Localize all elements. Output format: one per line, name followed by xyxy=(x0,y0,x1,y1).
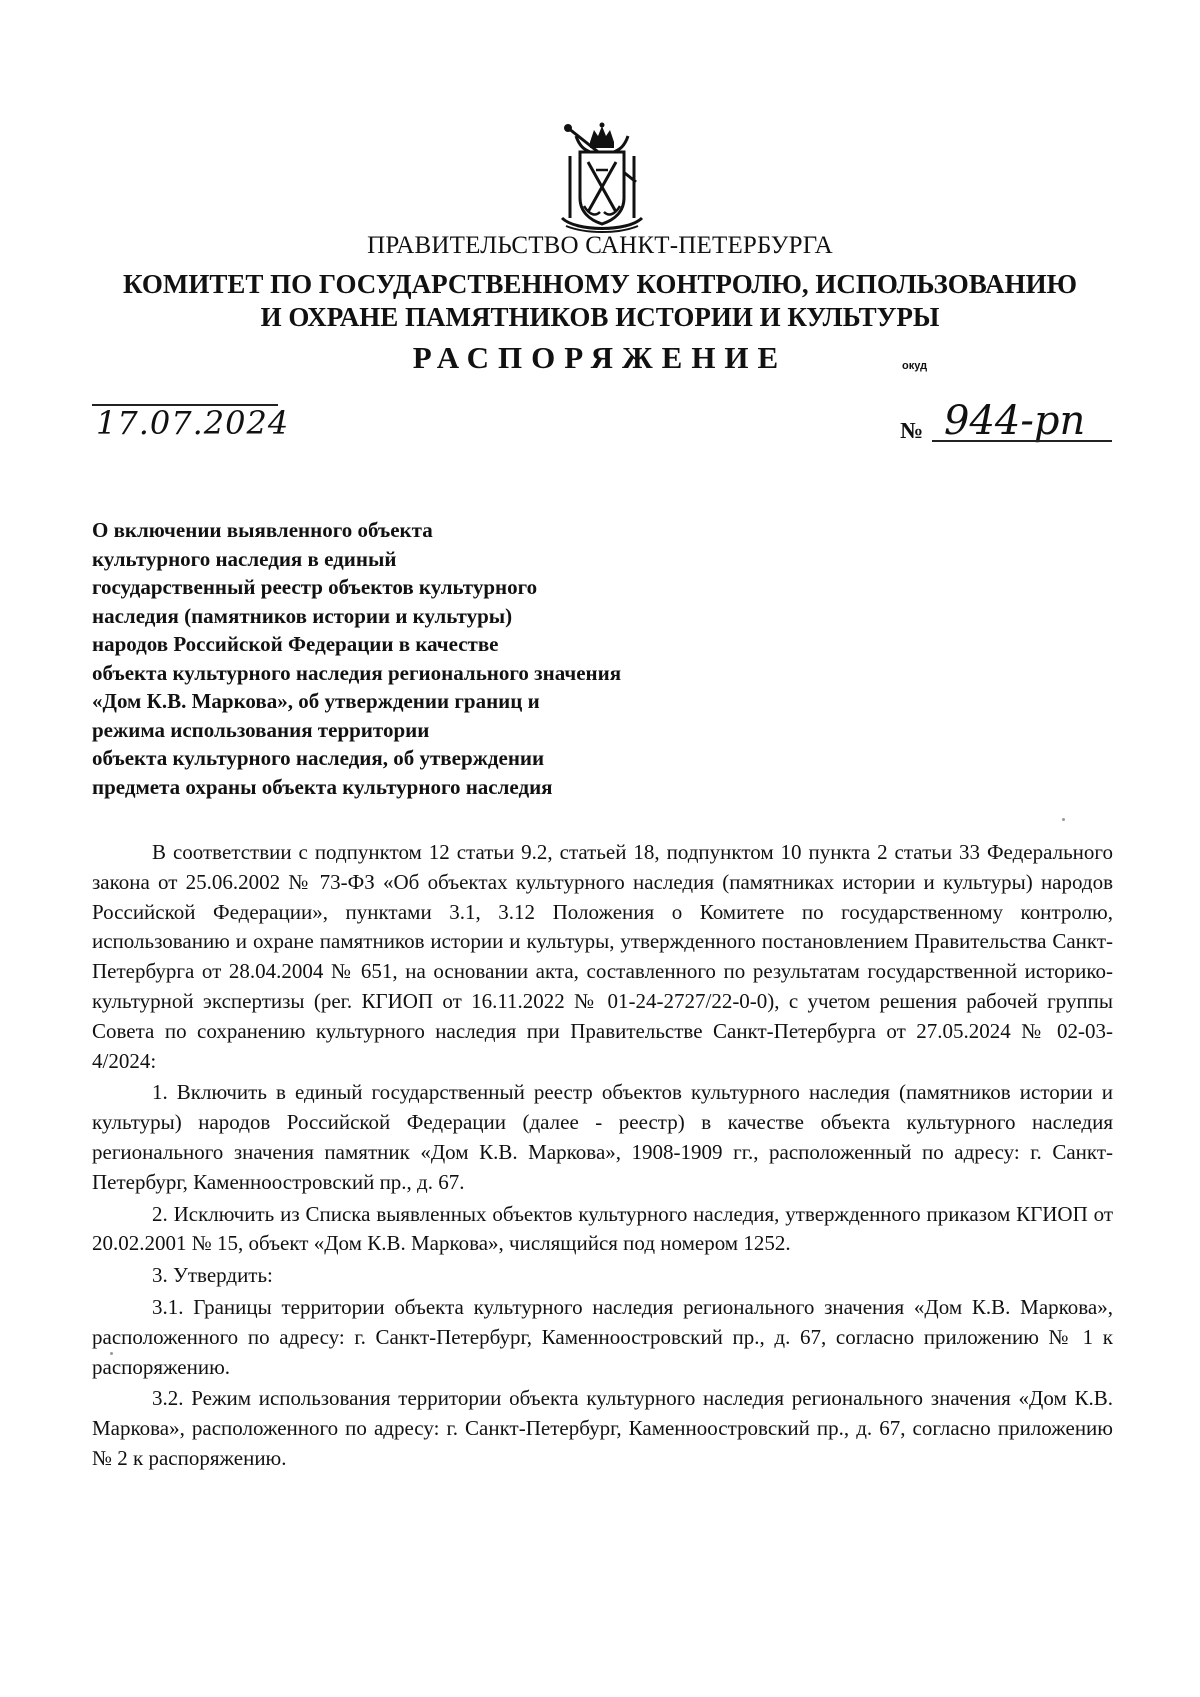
subject-line: наследия (памятников истории и культуры) xyxy=(92,603,513,628)
subject-line: «Дом К.В. Маркова», об утверждении границ и xyxy=(92,689,540,713)
subject-line: народов Российской Федерации в качестве xyxy=(92,632,499,656)
subject-line: объекта культурного наследия регионального значения xyxy=(92,660,622,685)
government-title: ПРАВИТЕЛЬСТВО САНКТ-ПЕТЕРБУРГА xyxy=(367,232,833,259)
subject-line: объекта культурного наследия, об утверждении xyxy=(92,746,545,770)
preamble-paragraph: В соответствии с подпунктом 12 статьи 9.2, статьей 18, подпунктом 10 пункта 2 статьи 33 Федерального закона от 25.06.2002 № 73-ФЗ «Об объектах культурного наследия (памятниках истории и культуры) народов Российской Федерации», пунктами 3.1, 3.12 Положения о Комитете по государственному контролю, использованию и охране памятников истории и культуры, утвержденного постановлением Правительства Санкт-Петербурга от 28.04.2004 № 651, на основании акта, составленного по результатам государственной историко-культурной экспертизы (рег. КГИОП от 16.11.2022 № 01-24-2727/22-0-0), с учетом решения рабочей группы Совета по сохранению культурного наследия при Правительстве Санкт-Петербурга от 27.05.2024 № 02-03-4/2024: xyxy=(92,840,1113,1073)
document-type: РАСПОРЯЖЕНИЕ xyxy=(412,340,788,375)
item-3-1-paragraph: 3.1. Границы территории объекта культурного наследия регионального значения «Дом К.В. Маркова», расположенного по адресу: г. Санкт-Петербург, Каменноостровский пр., д. 67, согласно приложению № 1 к распоряжению. xyxy=(92,1294,1113,1379)
committee-title xyxy=(0,268,1200,334)
subject-line: О включении выявленного объекта xyxy=(92,518,433,542)
committee-title-line2: И ОХРАНЕ ПАМЯТНИКОВ ИСТОРИИ И КУЛЬТУРЫ xyxy=(260,302,940,332)
subject-line: предмета охраны объекта культурного наследия xyxy=(92,774,553,799)
okud-label: окуд xyxy=(902,360,928,372)
date-underline xyxy=(92,404,278,406)
subject-line: культурного наследия в единый xyxy=(92,546,397,571)
scan-speck xyxy=(110,1352,113,1355)
saint-petersburg-coat-of-arms-icon xyxy=(556,122,648,234)
item-3-paragraph: 3. Утвердить: xyxy=(152,1263,273,1288)
document-subject xyxy=(92,516,732,801)
item-3-2-paragraph: 3.2. Режим использования территории объекта культурного наследия регионального значения «Дом К.В. Маркова», расположенного по адресу: г. Санкт-Петербург, Каменноостровский пр., д. 67, согласно приложению № 2 к распоряжению. xyxy=(92,1386,1113,1470)
document-number: 944-рп xyxy=(944,398,1086,444)
subject-line: государственный реестр объектов культурного xyxy=(92,575,538,599)
item-2-paragraph: 2. Исключить из Списка выявленных объектов культурного наследия, утвержденного приказом КГИОП от 20.02.2001 № 15, объект «Дом К.В. Маркова», числящийся под номером 1252. xyxy=(92,1201,1113,1256)
number-label: № xyxy=(900,418,924,443)
document-date: 17.07.2024 xyxy=(96,404,290,442)
subject-line: режима использования территории xyxy=(92,717,430,742)
committee-title-line1: КОМИТЕТ ПО ГОСУДАРСТВЕННОМУ КОНТРОЛЮ, ИСПОЛЬЗОВАНИЮ xyxy=(123,269,1077,299)
document-body xyxy=(92,838,1113,1474)
number-underline xyxy=(932,440,1112,442)
scan-speck xyxy=(1062,818,1065,821)
item-1-paragraph: 1. Включить в единый государственный реестр объектов культурного наследия (памятников истории и культуры) народов Российской Федерации (далее - реестр) в качестве объекта культурного наследия регионального значения памятник «Дом К.В. Маркова», 1908-1909 гг., расположенный по адресу: г. Санкт-Петербург, Каменноостровский пр., д. 67. xyxy=(92,1080,1113,1194)
